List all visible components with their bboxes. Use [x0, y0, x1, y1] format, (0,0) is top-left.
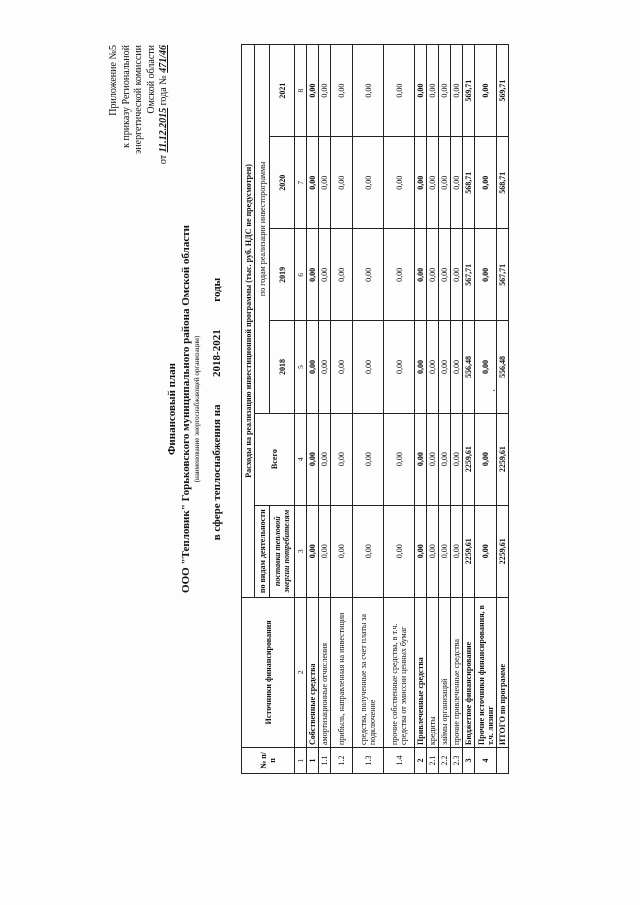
row-value-cell: 0,00: [384, 321, 415, 413]
table-row: [353, 45, 384, 774]
header-expenses: Расходы на реализацию инвестиционной программы (тыс. руб. НДС не предусмотрен): [242, 45, 255, 598]
annex-line-3: энергетической комиссии: [133, 45, 144, 154]
annex-date-value: 11.12.2015: [158, 107, 169, 153]
row-value-cell: 0,00: [384, 229, 415, 321]
row-value-cell: 0,00: [353, 137, 384, 229]
row-value-cell: 0,00: [307, 321, 319, 413]
row-value-cell: 0,00: [427, 229, 439, 321]
row-value-cell: 0,00: [475, 45, 497, 137]
row-value-cell: 0,00: [415, 45, 427, 137]
row-source-name: прочие привлеченные средства: [451, 597, 463, 747]
row-value-cell: 0,00: [319, 505, 331, 597]
row-value-cell: 0,00: [319, 137, 331, 229]
row-value-cell: 0,00: [451, 229, 463, 321]
header-by-years: по годам реализации инвестпрограммы: [255, 45, 270, 414]
row-value-cell: 0,00: [353, 45, 384, 137]
header-year: 2020: [270, 137, 295, 229]
row-source-name: кредиты: [427, 597, 439, 747]
annex-line-2: к приказу Региональной: [120, 45, 132, 148]
header-no: № п/п: [242, 747, 295, 773]
annex-date-mid: года №: [158, 75, 169, 106]
row-number: 4: [475, 747, 497, 773]
row-value-cell: 0,00: [331, 413, 353, 505]
row-value-cell: 0,00: [384, 45, 415, 137]
column-number: 5: [295, 321, 307, 413]
sphere-line: [211, 39, 223, 779]
table-row: [319, 45, 331, 774]
header-year: 2019: [270, 229, 295, 321]
row-value-cell: 0,00: [451, 413, 463, 505]
column-number: 3: [295, 505, 307, 597]
annex-number-value: 471/46: [158, 45, 169, 73]
row-value-cell: 0,00: [307, 229, 319, 321]
annex-line-4: Омской области: [145, 45, 157, 114]
row-source-name: займы организаций: [439, 597, 451, 747]
row-value-cell: 0,00: [439, 321, 451, 413]
header-year: 2018: [270, 321, 295, 413]
row-number: 2.2: [439, 747, 451, 773]
header-activity-name: поставка тепловой энергии потребителям: [270, 505, 295, 597]
row-number: [497, 747, 509, 773]
row-source-name: прочие собственные средства, в т.ч. средства от эмиссии ценных бумаг: [384, 597, 415, 747]
row-number: 1.4: [384, 747, 415, 773]
row-value-cell: 0,00: [353, 413, 384, 505]
row-value-cell: 0,00: [451, 321, 463, 413]
row-number: 2.1: [427, 747, 439, 773]
row-value-cell: 567,71: [497, 229, 509, 321]
row-value-cell: 2259,61: [463, 505, 475, 597]
organization-name: ООО "Тепловик" Горьковского муниципального района Омской области: [180, 225, 192, 593]
row-value-cell: 0,00: [307, 137, 319, 229]
row-value-cell: 0,00: [331, 505, 353, 597]
sphere-label: в сфере теплоснабжения на: [211, 404, 223, 541]
row-value-cell: 2259,61: [497, 505, 509, 597]
row-number: 3: [463, 747, 475, 773]
table-row: [331, 45, 353, 774]
row-value-cell: 0,00: [319, 229, 331, 321]
row-value-cell: 569,71: [497, 45, 509, 137]
row-value-cell: 0,00: [439, 413, 451, 505]
row-source-name: Прочие источники финансирования, в т.ч. лизинг: [475, 597, 497, 747]
header-by-activity: по видам деятельности: [255, 505, 270, 597]
scan-speck: [493, 390, 495, 391]
row-value-cell: 0,00: [427, 137, 439, 229]
row-value-cell: 0,00: [475, 137, 497, 229]
sphere-years-suffix: годы: [211, 277, 223, 302]
row-value-cell: 0,00: [427, 413, 439, 505]
annex-date-prefix: от: [158, 154, 169, 165]
row-value-cell: 0,00: [475, 229, 497, 321]
row-value-cell: 0,00: [415, 229, 427, 321]
row-number: 1.2: [331, 747, 353, 773]
row-value-cell: 556,48: [463, 321, 475, 413]
row-source-name: Собственные средства: [307, 597, 319, 747]
row-value-cell: 0,00: [384, 413, 415, 505]
financial-plan-table: [241, 44, 509, 774]
header-year: 2021: [270, 45, 295, 137]
row-value-cell: 0,00: [439, 137, 451, 229]
column-number: 8: [295, 45, 307, 137]
row-value-cell: 0,00: [307, 45, 319, 137]
table-row: [384, 45, 415, 774]
row-value-cell: 2259,61: [497, 413, 509, 505]
row-value-cell: 0,00: [319, 321, 331, 413]
row-value-cell: 568,71: [463, 137, 475, 229]
table-row: [415, 45, 427, 774]
row-value-cell: 0,00: [415, 321, 427, 413]
row-number: 1: [307, 747, 319, 773]
row-value-cell: 0,00: [451, 137, 463, 229]
row-value-cell: 0,00: [353, 229, 384, 321]
row-value-cell: 0,00: [353, 321, 384, 413]
table-row: [497, 45, 509, 774]
header-source: Источники финансирования: [242, 597, 295, 747]
row-number: 2.3: [451, 747, 463, 773]
row-value-cell: 0,00: [331, 137, 353, 229]
row-value-cell: 0,00: [331, 45, 353, 137]
row-value-cell: 0,00: [353, 505, 384, 597]
column-number: 1: [295, 747, 307, 773]
row-source-name: Бюджетное финансирование: [463, 597, 475, 747]
row-source-name: средства, полученные за счет платы за подключение: [353, 597, 384, 747]
title-block: [166, 39, 223, 779]
row-value-cell: 0,00: [451, 505, 463, 597]
annex-line-1: Приложение №5: [108, 45, 119, 116]
row-value-cell: 0,00: [331, 321, 353, 413]
row-number: 1.3: [353, 747, 384, 773]
row-source-name: Привлеченные средства: [415, 597, 427, 747]
row-value-cell: 0,00: [319, 413, 331, 505]
header-total: Всего: [255, 413, 295, 505]
row-value-cell: 569,71: [463, 45, 475, 137]
row-value-cell: 0,00: [475, 413, 497, 505]
table-row: [307, 45, 319, 774]
column-number: 4: [295, 413, 307, 505]
row-value-cell: 0,00: [415, 413, 427, 505]
row-value-cell: 0,00: [307, 505, 319, 597]
row-value-cell: 0,00: [319, 45, 331, 137]
row-value-cell: 0,00: [451, 45, 463, 137]
organization-caption: (наименование энергоснабжающей организации): [193, 335, 201, 483]
row-value-cell: 2259,61: [463, 413, 475, 505]
row-value-cell: 0,00: [307, 413, 319, 505]
row-value-cell: 0,00: [475, 505, 497, 597]
row-value-cell: 0,00: [475, 321, 497, 413]
row-value-cell: 567,71: [463, 229, 475, 321]
table-row: [451, 45, 463, 774]
table-row: [427, 45, 439, 774]
row-value-cell: 0,00: [439, 505, 451, 597]
table-row: [439, 45, 451, 774]
row-value-cell: 568,71: [497, 137, 509, 229]
row-number: 2: [415, 747, 427, 773]
rotated-document-content: [106, 39, 536, 779]
page-title: Финансовый план: [166, 362, 178, 456]
row-source-name: ИТОГО по программе: [497, 597, 509, 747]
row-source-name: прибыль, направленная на инвестиции: [331, 597, 353, 747]
row-value-cell: 0,00: [415, 505, 427, 597]
sphere-years: 2018-2021: [211, 329, 223, 377]
row-value-cell: 0,00: [427, 505, 439, 597]
row-value-cell: 0,00: [384, 137, 415, 229]
row-value-cell: 0,00: [415, 137, 427, 229]
annex-block: [108, 45, 171, 345]
row-value-cell: 0,00: [384, 505, 415, 597]
row-value-cell: 0,00: [439, 229, 451, 321]
row-value-cell: 0,00: [439, 45, 451, 137]
column-number: 2: [295, 597, 307, 747]
row-value-cell: 0,00: [331, 229, 353, 321]
table-row: [475, 45, 497, 774]
row-value-cell: 0,00: [427, 321, 439, 413]
row-source-name: амортизационные отчисления: [319, 597, 331, 747]
table-row: [463, 45, 475, 774]
column-number: 7: [295, 137, 307, 229]
column-number: 6: [295, 229, 307, 321]
row-number: 1.1: [319, 747, 331, 773]
row-value-cell: 556,48: [497, 321, 509, 413]
row-value-cell: 0,00: [427, 45, 439, 137]
